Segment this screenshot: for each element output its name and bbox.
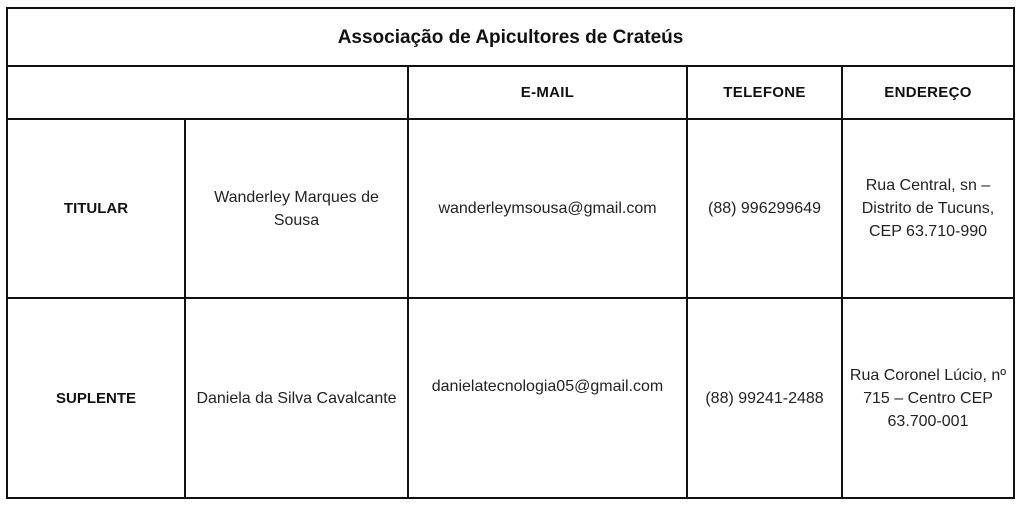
header-telefone: TELEFONE	[687, 66, 842, 119]
name-cell: Daniela da Silva Cavalcante	[185, 298, 408, 498]
role-cell: SUPLENTE	[7, 298, 185, 498]
table-title: Associação de Apicultores de Crateús	[7, 8, 1014, 66]
telefone-cell: (88) 996299649	[687, 119, 842, 298]
header-row	[7, 66, 1014, 119]
role-cell: TITULAR	[7, 119, 185, 298]
name-cell: Wanderley Marques de Sousa	[185, 119, 408, 298]
header-email: E-MAIL	[408, 66, 687, 119]
endereco-cell: Rua Central, sn – Distrito de Tucuns, CEP 63.710-990	[842, 119, 1014, 298]
email-text: danielatecnologia05@gmail.com	[431, 377, 664, 395]
table-row	[7, 298, 1014, 498]
telefone-cell: (88) 99241-2488	[687, 298, 842, 498]
header-empty-cell	[7, 66, 408, 119]
table-row	[7, 119, 1014, 298]
title-row	[7, 8, 1014, 66]
email-cell	[408, 298, 687, 498]
endereco-cell: Rua Coronel Lúcio, nº 715 – Centro CEP 63.700-001	[842, 298, 1014, 498]
email-cell: wanderleymsousa@gmail.com	[408, 119, 687, 298]
association-contact-table	[6, 7, 1015, 499]
header-endereco: ENDEREÇO	[842, 66, 1014, 119]
